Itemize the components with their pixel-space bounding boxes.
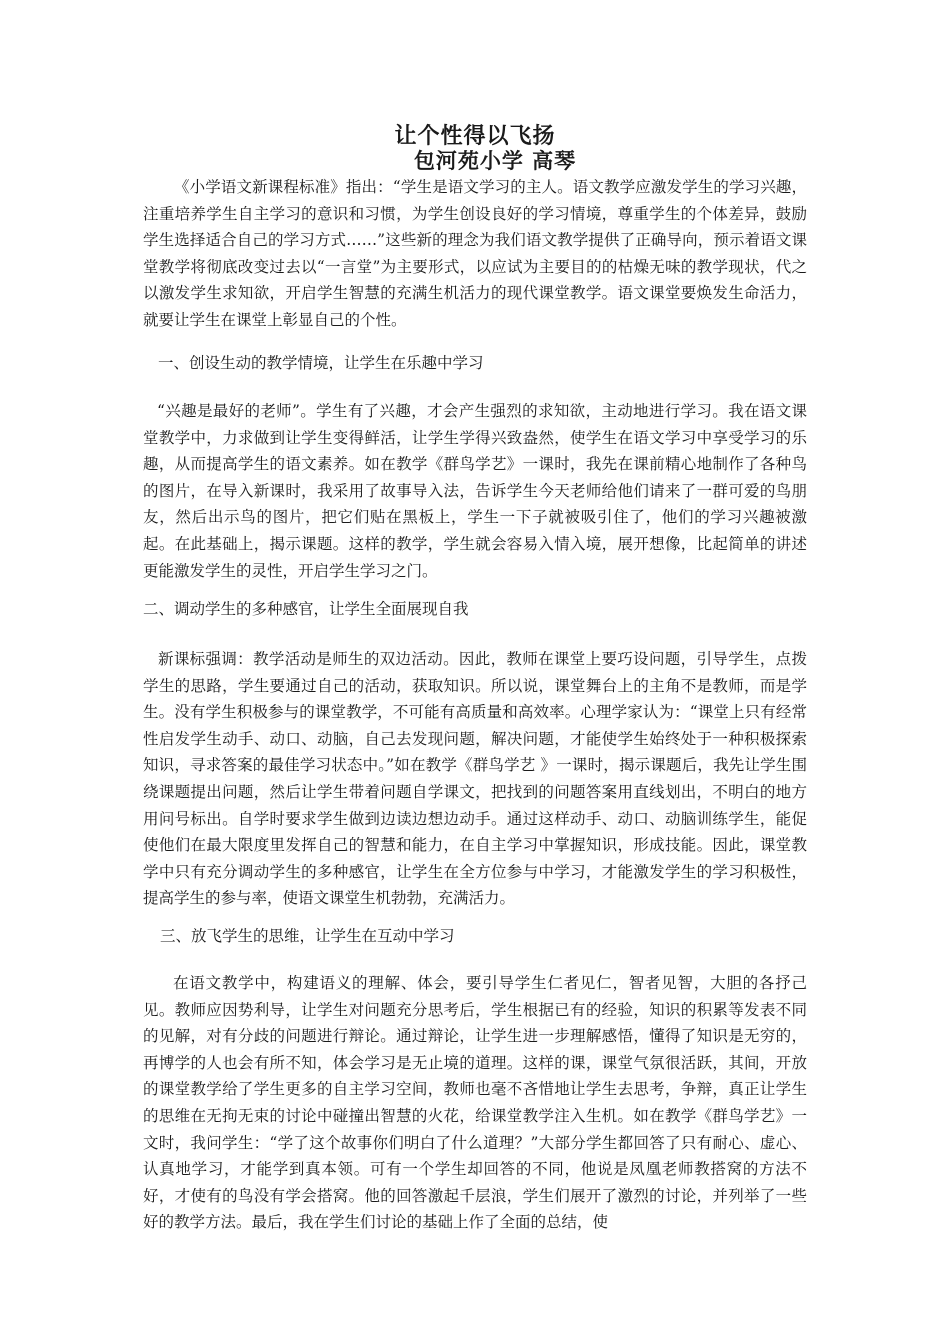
section-heading-3: 三、放飞学生的思维，让学生在互动中学习 <box>160 927 455 945</box>
section-heading-2: 二、调动学生的多种感官，让学生全面展现自我 <box>143 600 469 618</box>
section-paragraph-2: 新课标强调：教学活动是师生的双边活动。因此，教师在课堂上要巧设问题，引导学生，点拨学生的思路，学生要通过自己的活动，获取知识。所以说，课堂舞台上的主角不是教师，而是学生。没有学生积极参与的课堂教学，不可能有高质量和高效率。心理学家认为：“课堂上只有经常性启发学生动手、动口、动脑，自己去发现问题，解决问题，才能使学生始终处于一种积极探索知识，寻求答案的最佳学习状态中。”如在教学《群鸟学艺 》一课时，揭示课题后，我先让学生围绕课题提出问题，然后让学生带着问题自学课文，把找到的问题答案用直线划出，不明白的地方用问号标出。自学时要求学生做到边读边想边动手。通过这样动手、动口、动脑训练学生，能促使他们在最大限度里发挥自己的智慧和能力，在自主学习中掌握知识，形成技能。因此，课堂教学中只有充分调动学生的多种感官，让学生在全方位参与中学习，才能激发学生的学习积极性，提高学生的参与率，使语文课堂生机勃勃，充满活力。 <box>143 650 807 908</box>
section-paragraph-3: 在语文教学中，构建语义的理解、体会，要引导学生仁者见仁，智者见智，大胆的各抒己见。教师应因势利导，让学生对问题充分思考后，学生根据已有的经验，知识的积累等发表不同的见解，对有分歧的问题进行辩论。通过辩论，让学生进一步理解感悟，懂得了知识是无穷的，再博学的人也会有所不知，体会学习是无止境的道理。这样的课，课堂气氛很活跃，其间，开放的课堂教学给了学生更多的自主学习空间，教师也毫不吝惜地让学生去思考，争辩，真正让学生的思维在无拘无束的讨论中碰撞出智慧的火花，给课堂教学注入生机。如在教学《群鸟学艺》一文时，我问学生：“学了这个故事你们明白了什么道理？”大部分学生都回答了只有耐心、虚心、认真地学习，才能学到真本领。可有一个学生却回答的不同，他说是凤凰老师教搭窝的方法不好，才使有的鸟没有学会搭窝。他的回答激起千层浪，学生们展开了激烈的讨论，并列举了一些好的教学方法。最后，我在学生们讨论的基础上作了全面的总结，使 <box>143 974 807 1232</box>
intro-paragraph: 《小学语文新课程标准》指出：“学生是语文学习的主人。语文教学应激发学生的学习兴趣，注重培养学生自主学习的意识和习惯，为学生创设良好的学习情境，尊重学生的个体差异，鼓励学生选择适合自己的学习方式……”这些新的理念为我们语文教学提供了正确导向，预示着语文课堂教学将彻底改变过去以“一言堂”为主要形式，以应试为主要目的的枯燥无味的教学现状，代之以激发学生求知欲，开启学生智慧的充满生机活力的现代课堂教学。语文课堂要焕发生命活力，就要让学生在课堂上彰显自己的个性。 <box>143 178 807 329</box>
section-paragraph-1: “兴趣是最好的老师”。学生有了兴趣，才会产生强烈的求知欲，主动地进行学习。我在语文课堂教学中，力求做到让学生变得鲜活，让学生学得兴致盎然，使学生在语文学习中享受学习的乐趣，从而提高学生的语文素养。如在教学《群鸟学艺》一课时，我先在课前精心地制作了各种鸟的图片，在导入新课时，我采用了故事导入法，告诉学生今天老师给他们请来了一群可爱的鸟朋友，然后出示鸟的图片，把它们贴在黑板上，学生一下子就被吸引住了，他们的学习兴趣被激起。在此基础上，揭示课题。这样的教学，学生就会容易入情入境，展开想像，比起简单的讲述更能激发学生的灵性，开启学生学习之门。 <box>143 402 807 580</box>
author-line: 包河苑小学 高琴 <box>413 148 577 173</box>
section-heading-1: 一、创设生动的教学情境，让学生在乐趣中学习 <box>158 354 484 372</box>
document-title: 让个性得以飞扬 <box>394 123 556 149</box>
